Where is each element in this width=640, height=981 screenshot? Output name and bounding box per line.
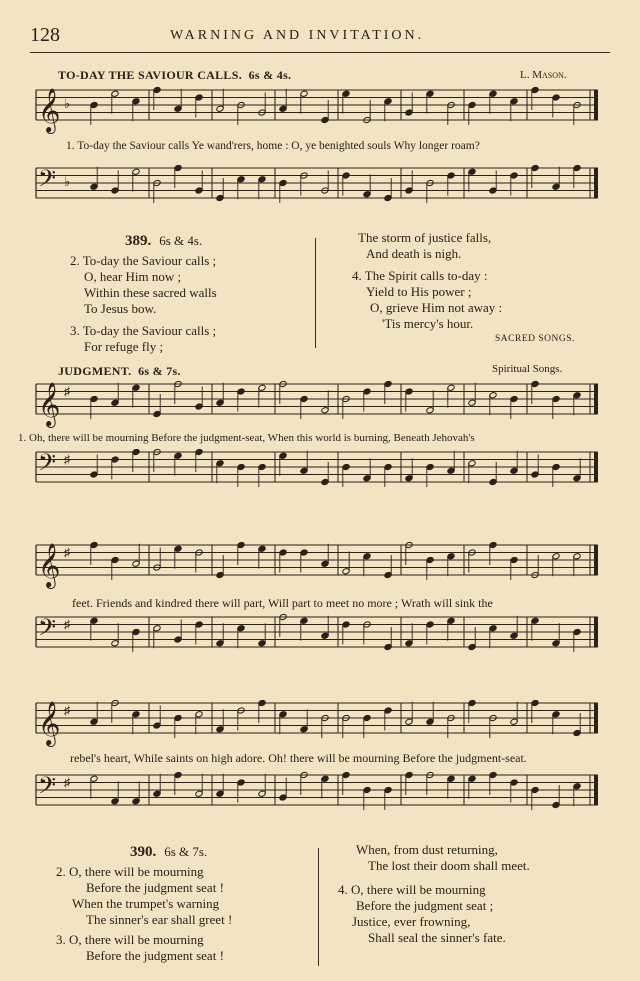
- staff-bass: [0, 693, 640, 841]
- lyric-line: rebel's heart, While saints on high adore. Oh! there will be mourning Before the judgment-seat.: [70, 751, 527, 765]
- bass-clef-icon: 𝄢: [38, 166, 57, 198]
- lyric-line: 1. To-day the Saviour calls Ye wand'rers, home : O, ye benighted souls Why longer roam?: [66, 140, 480, 152]
- music-system: [0, 378, 640, 526]
- verse-line: When, from dust returning,: [356, 842, 498, 857]
- verse-line: 2. To-day the Saviour calls ;: [70, 253, 217, 268]
- column-divider: [318, 848, 319, 966]
- running-title: WARNING AND INVITATION.: [170, 28, 425, 43]
- final-barline: [594, 168, 598, 198]
- verse-line: The sinner's ear shall greet !: [86, 912, 233, 927]
- sharp-icon: ♯: [64, 545, 70, 560]
- sharp-icon: ♯: [64, 384, 70, 399]
- bass-clef-icon: 𝄢: [38, 615, 57, 647]
- verse-line: 4. O, there will be mourning: [338, 882, 486, 897]
- verse-line: 2. O, there will be mourning: [56, 864, 204, 879]
- verse-line: 3. To-day the Saviour calls ;: [70, 323, 217, 338]
- hymn-source: SACRED SONGS.: [495, 334, 575, 344]
- stanza-block-left: [70, 253, 217, 355]
- header-rule: [30, 52, 610, 53]
- treble-clef-icon: 𝄞: [38, 90, 61, 132]
- tune-title: TO-DAY THE SAVIOUR CALLS. 6s & 4s.: [58, 68, 292, 82]
- verse-line: Before the judgment seat !: [86, 948, 224, 963]
- verse-line: Before the judgment seat ;: [356, 898, 494, 913]
- treble-clef-icon: 𝄞: [38, 703, 61, 745]
- page-number: 128: [30, 24, 60, 46]
- bass-clef-icon: 𝄢: [38, 450, 57, 482]
- verse-line: The lost their doom shall meet.: [368, 858, 530, 873]
- tune-title: JUDGMENT. 6s & 7s.: [58, 364, 181, 378]
- staff-bass: [0, 84, 640, 230]
- verse-line: Within these sacred walls: [84, 285, 217, 300]
- verse-line: Before the judgment seat !: [86, 880, 224, 895]
- verse-line: 'Tis mercy's hour.: [382, 316, 474, 331]
- column-divider: [315, 238, 316, 348]
- sharp-icon: ♯: [64, 452, 70, 467]
- music-system: [0, 693, 640, 841]
- stanza-block-right: [352, 230, 502, 332]
- hymn-heading: 389. 6s & 4s.: [125, 233, 203, 249]
- bass-clef-icon: 𝄢: [38, 773, 57, 805]
- verse-line: O, hear Him now ;: [84, 269, 182, 284]
- flat-icon: ♭: [64, 174, 71, 189]
- lyric-line: 1. Oh, there will be mourning Before the judgment-seat, When this world is burning, Beneath Jehovah's: [18, 432, 475, 444]
- verse-line: To Jesus bow.: [84, 301, 157, 316]
- verse-line: The storm of justice falls,: [358, 230, 492, 245]
- verse-line: For refuge fly ;: [84, 339, 164, 354]
- stanza-block-right: [338, 842, 530, 946]
- tune-source: Spiritual Songs.: [492, 363, 563, 375]
- final-barline: [594, 617, 598, 647]
- verse-line: 4. The Spirit calls to-day :: [352, 268, 488, 283]
- lyric-line: feet. Friends and kindred there will part, Will part to meet no more ; Wrath will sink the: [72, 596, 493, 610]
- sharp-icon: ♯: [64, 775, 70, 790]
- hymn-heading: 390. 6s & 7s.: [130, 844, 208, 860]
- verse-line: When the trumpet's warning: [72, 896, 220, 911]
- verse-line: 3. O, there will be mourning: [56, 932, 204, 947]
- sharp-icon: ♯: [64, 617, 70, 632]
- music-system: [0, 84, 640, 230]
- verse-line: O, grieve Him not away :: [370, 300, 503, 315]
- sharp-icon: ♯: [64, 703, 70, 718]
- final-barline: [594, 775, 598, 805]
- final-barline: [594, 452, 598, 482]
- treble-clef-icon: 𝄞: [38, 545, 61, 587]
- verse-line: Justice, ever frowning,: [352, 914, 471, 929]
- composer-credit: L. Mason.: [520, 69, 567, 81]
- verse-line: And death is nigh.: [366, 246, 462, 261]
- music-system: [0, 533, 640, 681]
- flat-icon: ♭: [64, 96, 71, 111]
- stanza-block-left: [56, 864, 232, 964]
- treble-clef-icon: 𝄞: [38, 384, 61, 426]
- staff-bass: [0, 378, 640, 526]
- verse-line: Yield to His power ;: [366, 284, 472, 299]
- verse-line: Shall seal the sinner's fate.: [368, 930, 506, 945]
